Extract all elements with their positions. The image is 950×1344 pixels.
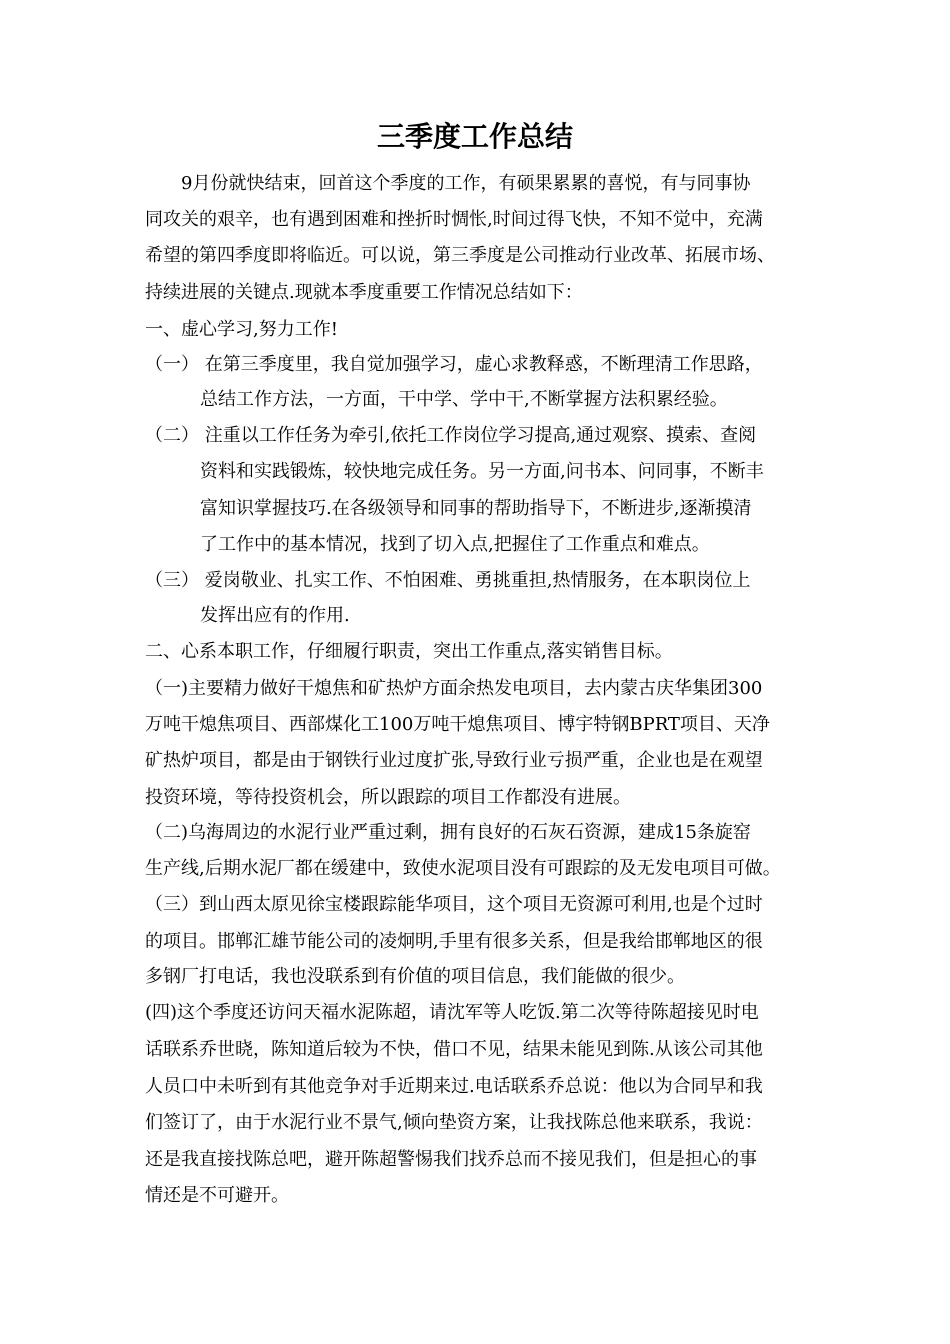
list-item-line: 总结工作方法，一方面，干中学、学中干,不断掌握方法积累经验。 bbox=[200, 389, 728, 410]
paragraph-line: 的项目。邯郸汇雄节能公司的凌炯明,手里有很多关系，但是我给邯郸地区的很 bbox=[145, 931, 763, 952]
paragraph-line: (四)这个季度还访问天福水泥陈超，请沈军等人吃饭.第二次等待陈超接见时电 bbox=[145, 1002, 759, 1023]
paragraph-line: 生产线,后期水泥厂都在缓建中，致使水泥项目没有可跟踪的及无发电项目可做。 bbox=[145, 858, 781, 879]
paragraph-line: 话联系乔世晓，陈知道后较为不快，借口不见，结果未能见到陈.从该公司其他 bbox=[145, 1039, 763, 1060]
paragraph-line: 投资环境，等待投资机会，所以跟踪的项目工作都没有进展。 bbox=[145, 787, 631, 808]
list-item-line: 富知识掌握技巧.在各级领导和同事的帮助指导下，不断进步,逐渐摸清 bbox=[200, 498, 752, 519]
paragraph-line: 希望的第四季度即将临近。可以说，第三季度是公司推动行业改革、拓展市场、 bbox=[145, 245, 775, 266]
paragraph-line: 矿热炉项目，都是由于钢铁行业过度扩张,导致行业亏损严重，企业也是在观望 bbox=[145, 750, 763, 771]
paragraph-line: （二)乌海周边的水泥行业严重过剩，拥有良好的石灰石资源，建成15条旋窑 bbox=[145, 822, 751, 843]
document-title: 三季度工作总结 bbox=[376, 120, 573, 153]
paragraph-line: 持续进展的关键点.现就本季度重要工作情况总结如下： bbox=[145, 282, 583, 303]
paragraph-line: 人员口中未听到有其他竞争对手近期来过.电话联系乔总说：他以为合同早和我 bbox=[145, 1076, 763, 1097]
list-item-line: （二） 注重以工作任务为牵引,依托工作岗位学习提高,通过观察、摸索、查阅 bbox=[145, 425, 757, 446]
paragraph-line: 们签订了，由于水泥行业不景气,倾向垫资方案，让我找陈总他来联系，我说： bbox=[145, 1112, 763, 1133]
list-item-line: （三） 爱岗敬业、扎实工作、不怕困难、勇挑重担,热情服务，在本职岗位上 bbox=[145, 570, 751, 591]
list-item-line: （一） 在第三季度里，我自觉加强学习，虚心求教释惑，不断理清工作思路， bbox=[145, 354, 763, 375]
paragraph-line: 万吨干熄焦项目、西部煤化工100万吨干熄焦项目、博宇特钢BPRT项目、天净 bbox=[145, 714, 770, 735]
paragraph-line: 情还是不可避开。 bbox=[145, 1185, 289, 1206]
paragraph-line: 多钢厂打电话，我也没联系到有价值的项目信息，我们能做的很少。 bbox=[145, 966, 685, 987]
paragraph-line: （三）到山西太原见徐宝楼跟踪能华项目，这个项目无资源可利用,也是个过时 bbox=[145, 894, 763, 915]
paragraph-line: （一)主要精力做好干熄焦和矿热炉方面余热发电项目，去内蒙古庆华集团300 bbox=[145, 678, 763, 699]
list-item-line: 发挥出应有的作用. bbox=[200, 605, 350, 626]
paragraph-line: 还是我直接找陈总吧，避开陈超警惕我们找乔总而不接见我们，但是担心的事 bbox=[145, 1149, 757, 1170]
paragraph-line: 同攻关的艰辛，也有遇到困难和挫折时惆怅,时间过得飞快，不知不觉中，充满 bbox=[145, 209, 763, 230]
section-heading: 二、心系本职工作，仔细履行职责，突出工作重点,落实销售目标。 bbox=[145, 641, 673, 662]
list-item-line: 资料和实践锻炼，较快地完成任务。另一方面,问书本、问同事，不断丰 bbox=[200, 461, 764, 482]
paragraph-line: 9月份就快结束，回首这个季度的工作，有硕果累累的喜悦，有与同事协 bbox=[181, 173, 751, 194]
section-heading: 一、虚心学习,努力工作! bbox=[145, 319, 338, 340]
list-item-line: 了工作中的基本情况，找到了切入点,把握住了工作重点和难点。 bbox=[200, 534, 710, 555]
